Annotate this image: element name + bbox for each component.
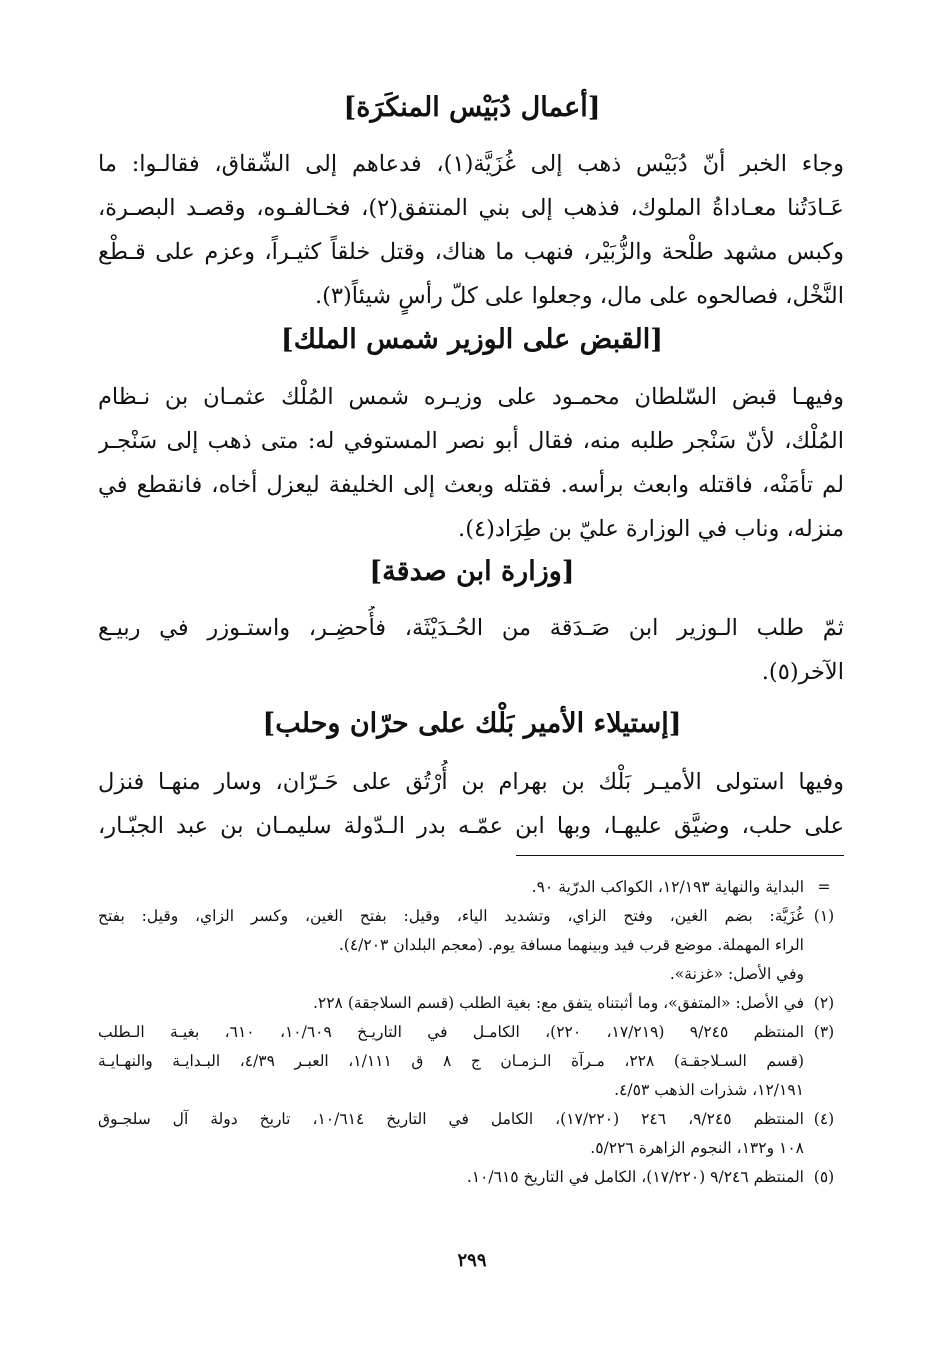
footnote-number: (٣) bbox=[813, 1023, 835, 1041]
section-heading: [القبض على الوزير شمس الملك] bbox=[280, 324, 664, 355]
text-line: المُلْك، لأنّ سَنْجر طلبه منه، فقال أبو نصر المستوفي له: متى ذهب إلى سَنْجـر bbox=[98, 428, 844, 454]
text-line: وفيها استولى الأميـر بَلْك بن بهرام بن أُرْتُق على حَـرّان، وسار منهـا فنزل bbox=[98, 769, 844, 795]
footnote-separator bbox=[516, 855, 844, 856]
text-line: عَـادَتُنا معـاداةُ الملوك، فذهب إلى بني المنتفق(٢)، فخـالفـوه، وقصـد البصـرة، bbox=[98, 195, 844, 221]
footnote bbox=[98, 902, 844, 989]
text-line: وكبس مشهد طلْحة والزُّبَيْر، فنهب ما هناك، وقتل خلقاً كثيـراً، وعزم على قـطْع bbox=[98, 239, 844, 265]
footnote-line: المنتظم ٩/٢٤٥، ٢٤٦ (١٧/٢٢٠)، الكامل في التاريخ ١٠/٦١٤، تاريخ دولة آل سلجـوق bbox=[98, 1110, 804, 1128]
footnote bbox=[98, 1163, 844, 1192]
paragraph bbox=[98, 606, 844, 694]
section-heading: [وزارة ابن صدقة] bbox=[369, 556, 575, 587]
footnote-number: (٤) bbox=[813, 1110, 835, 1128]
text-line: الآخر(٥). bbox=[761, 659, 844, 685]
text-line: ثمّ طلب الـوزير ابن صَـدَقة من الحُـدَيْثَة، فأُحضِـر، واستـوزر في ربيـع bbox=[98, 615, 844, 641]
paragraph bbox=[98, 142, 844, 318]
text-line: وفيهـا قبض السّلطان محمـود على وزيـره شمس المُلْك عثمـان بن نـظام bbox=[98, 384, 844, 410]
footnote-number: (٢) bbox=[813, 994, 835, 1012]
footnote-line: وفي الأصل: «غزنة». bbox=[669, 965, 804, 983]
footnote-line: المنتظم ٩/٢٤٦ (١٧/٢٢٠)، الكامل في التاريخ ١٠/٦١٥. bbox=[466, 1168, 804, 1186]
text-line: على حلب، وضيَّق عليهـا، وبها ابن عمّـه بدر الـدّولة سليمـان بن عبد الجبّـار، bbox=[98, 813, 844, 839]
footnote-line: غُزَيَّة: بضم الغين، وفتح الزاي، وتشديد الياء، وقيل: بفتح الغين، وكسر الزاي، وقيل: بفتح bbox=[98, 907, 804, 925]
section-heading: [أعمال دُبَيْس المنكَرَة] bbox=[343, 92, 601, 123]
paragraph bbox=[98, 760, 844, 848]
footnote bbox=[98, 873, 844, 902]
paragraph bbox=[98, 375, 844, 551]
footnote-line: البداية والنهاية ١٢/١٩٣، الكواكب الدرّية ٩٠. bbox=[531, 878, 804, 896]
section-heading: [إستيلاء الأمير بَلْك على حرّان وحلب] bbox=[262, 708, 682, 739]
footnote-number: = bbox=[817, 878, 831, 896]
footnote-number: (١) bbox=[813, 907, 835, 925]
footnote-line: ١٠٨ و١٣٢، النجوم الزاهرة ٥/٢٢٦. bbox=[590, 1139, 804, 1157]
footnote-number: (٥) bbox=[813, 1168, 835, 1186]
footnotes bbox=[98, 873, 844, 1192]
footnote bbox=[98, 1018, 844, 1105]
footnote-line: الراء المهملة. موضع قرب فيد وبينهما مسافة يوم. (معجم البلدان ٤/٢٠٣). bbox=[338, 936, 804, 954]
footnote-line: ١٢/١٩١، شذرات الذهب ٤/٥٣. bbox=[614, 1081, 804, 1099]
footnote bbox=[98, 989, 844, 1018]
page-number: ٢٩٩ bbox=[457, 1250, 487, 1271]
footnote-line: (قسم السـلاجقـة) ٢٢٨، مـرآة الـزمـان ج ٨ ق ١/١١١، العبـر ٤/٣٩، البـدايـة والنهـايـة bbox=[98, 1052, 804, 1070]
footnote-line: المنتظم ٩/٢٤٥ (١٧/٢١٩، ٢٢٠)، الكامـل في التاريـخ ١٠/٦٠٩، ٦١٠، بغيـة الـطلب bbox=[98, 1023, 805, 1041]
text-line: لم تأمَنْه، فاقتله وابعث برأسه. فقتله وبعث إلى الخليفة ليعزل أخاه، فانقطع في bbox=[98, 472, 844, 498]
text-line: النَّخْل، فصالحوه على مال، وجعلوا على كلّ رأسٍ شيئاً(٣). bbox=[314, 283, 844, 309]
text-line: وجاء الخبر أنّ دُبَيْس ذهب إلى غُزَيَّة(١)، فدعاهم إلى الشّقاق، فقالـوا: ما bbox=[98, 151, 844, 177]
footnote-line: في الأصل: «المتفق»، وما أثبتناه يتفق مع: بغية الطلب (قسم السلاجقة) ٢٢٨. bbox=[312, 994, 804, 1012]
footnote bbox=[98, 1105, 844, 1163]
text-line: منزله، وناب في الوزارة عليّ بن طِرَاد(٤). bbox=[458, 516, 844, 542]
